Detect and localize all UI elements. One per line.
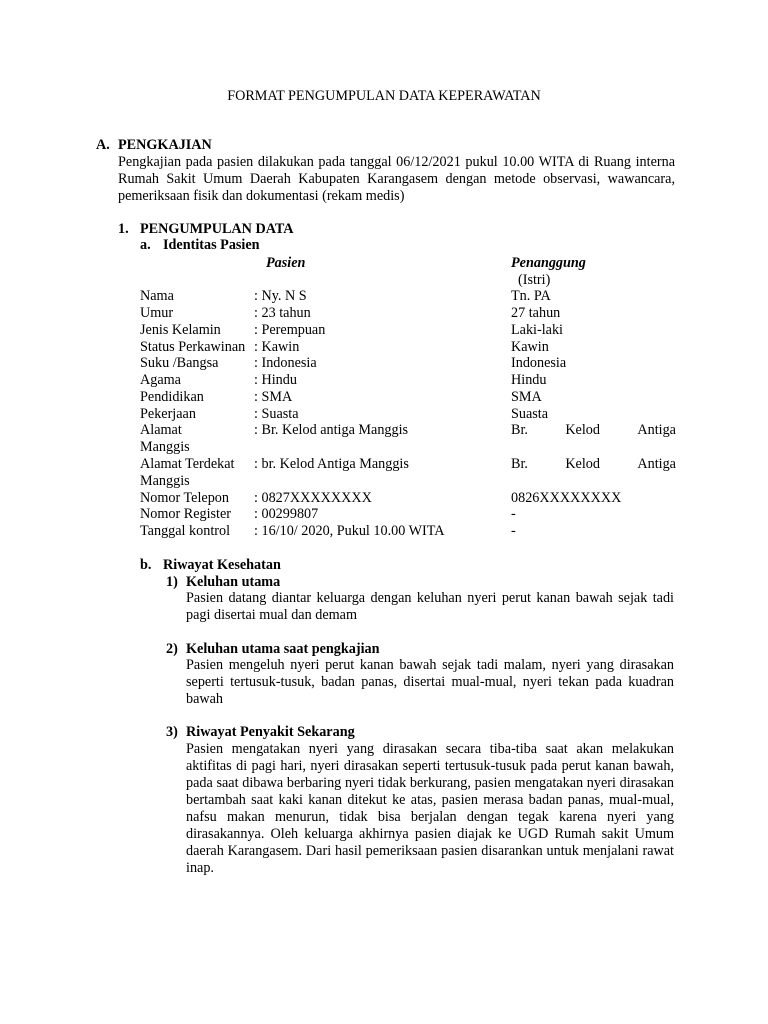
row-label: Umur bbox=[140, 305, 174, 321]
row-label: Alamat bbox=[140, 422, 182, 438]
row-guardian-value bbox=[511, 456, 676, 473]
row-label: Alamat Terdekat bbox=[140, 456, 235, 472]
guardian-word: Br. bbox=[511, 422, 528, 438]
row-guardian-value: Indonesia bbox=[511, 355, 567, 371]
row-guardian-value bbox=[511, 422, 676, 439]
row-patient-value: : br. Kelod Antiga Manggis bbox=[254, 456, 409, 472]
row-guardian-value: SMA bbox=[511, 389, 542, 405]
row-patient-value: : 00299807 bbox=[254, 506, 319, 522]
guardian-relation: (Istri) bbox=[518, 272, 551, 288]
identitas-row-pendidikan bbox=[140, 389, 680, 406]
identitas-row-pekerjaan bbox=[140, 406, 680, 423]
identitas-row-jenis-kelamin bbox=[140, 322, 680, 339]
row-patient-value: : SMA bbox=[254, 389, 293, 405]
identitas-row-agama bbox=[140, 372, 680, 389]
section-1-heading: PENGUMPULAN DATA bbox=[140, 221, 294, 237]
guardian-word: Antiga bbox=[637, 422, 676, 438]
guardian-word: Antiga bbox=[637, 456, 676, 472]
section-a-heading: PENGKAJIAN bbox=[118, 137, 212, 153]
row-patient-value: : Br. Kelod antiga Manggis bbox=[254, 422, 409, 438]
row-label: Jenis Kelamin bbox=[140, 322, 221, 338]
guardian-word: Kelod bbox=[565, 422, 600, 438]
identitas-label: a. bbox=[140, 237, 151, 253]
item-2-number: 2) bbox=[166, 641, 178, 657]
row-patient-value: : 16/10/ 2020, Pukul 10.00 WITA bbox=[254, 523, 445, 539]
row-label: Pendidikan bbox=[140, 389, 204, 405]
section-1-number: 1. bbox=[118, 221, 129, 237]
row-label: Nomor Telepon bbox=[140, 490, 229, 506]
row-label: Pekerjaan bbox=[140, 406, 196, 422]
row-patient-value: : Ny. N S bbox=[254, 288, 307, 304]
row-guardian-value: Kawin bbox=[511, 339, 549, 355]
guardian-word: Br. bbox=[511, 456, 528, 472]
identitas-row-status-perkawinan bbox=[140, 339, 680, 356]
row-guardian-value: - bbox=[511, 506, 516, 522]
identitas-row-umur bbox=[140, 305, 680, 322]
identitas-row-alamat-cont bbox=[140, 439, 680, 456]
item-1-title: Keluhan utama bbox=[186, 574, 281, 590]
row-label: Nama bbox=[140, 288, 174, 304]
row-label-continuation: Manggis bbox=[140, 473, 190, 489]
item-1-number: 1) bbox=[166, 574, 178, 590]
identitas-row-alamat-terdekat bbox=[140, 456, 680, 473]
row-label: Agama bbox=[140, 372, 181, 388]
identitas-row-alamat bbox=[140, 422, 680, 439]
identitas-row-tanggal-kontrol bbox=[140, 523, 680, 540]
row-guardian-value: Suasta bbox=[511, 406, 549, 422]
item-3-number: 3) bbox=[166, 724, 178, 740]
identitas-heading: Identitas Pasien bbox=[163, 237, 260, 253]
item-2-title: Keluhan utama saat pengkajian bbox=[186, 641, 380, 657]
item-1-text: Pasien datang diantar keluarga dengan keluhan nyeri perut kanan bawah sejak tadi pagi disertai mual dan demam bbox=[186, 590, 674, 623]
row-label: Tanggal kontrol bbox=[140, 523, 231, 539]
identitas-row-suku-bangsa bbox=[140, 355, 680, 372]
identitas-row-nama bbox=[140, 288, 680, 305]
identitas-row-nomor-register bbox=[140, 506, 680, 523]
identitas-row-alamat-terdekat-cont bbox=[140, 473, 680, 490]
item-2-text: Pasien mengeluh nyeri perut kanan bawah sejak tadi malam, nyeri yang dirasakan seperti tertusuk-tusuk, badan panas, disertai mual-mual, nyeri tekan pada kuadran bawah bbox=[186, 657, 674, 707]
row-label: Nomor Register bbox=[140, 506, 232, 522]
row-guardian-value: Hindu bbox=[511, 372, 547, 388]
item-3-text: Pasien mengatakan nyeri yang dirasakan secara tiba-tiba saat akan melakukan aktifitas di pagi hari, nyeri dirasakan seperti tertusuk-tusuk pada perut kanan bawah, pada saat dibawa berbaring nyeri tidak berkurang, pasien mengatakan nyeri dirasakan bertambah saat kaki kanan ditekut ke atas, pasien merasa badan panas, mual-mual, nafsu makan menurun, tidak bisa berjalan dengan tegak karena nyeri yang dirasakannya. Oleh keluarga akhirnya pasien diajak ke UGD Rumah sakit Umum daerah Karangasem. Dari hasil pemeriksaan pasien disarankan untuk menjalani rawat inap. bbox=[186, 741, 674, 876]
row-label: Suku /Bangsa bbox=[140, 355, 219, 371]
row-guardian-value: 0826XXXXXXXX bbox=[511, 490, 622, 506]
row-guardian-value: Tn. PA bbox=[511, 288, 551, 304]
section-a-number: A. bbox=[96, 137, 110, 153]
riwayat-heading: Riwayat Kesehatan bbox=[163, 557, 281, 573]
row-label-continuation: Manggis bbox=[140, 439, 190, 455]
row-guardian-value: 27 tahun bbox=[511, 305, 561, 321]
row-label: Status Perkawinan bbox=[140, 339, 246, 355]
section-a-intro: Pengkajian pada pasien dilakukan pada tanggal 06/12/2021 pukul 10.00 WITA di Ruang interna Rumah Sakit Umum Daerah Kabupaten Karangasem dengan metode observasi, wawancara, pemeriksaan fisik dan dokumentasi (rekam medis) bbox=[118, 154, 675, 204]
row-guardian-value: - bbox=[511, 523, 516, 539]
col-guardian-header: Penanggung bbox=[511, 255, 586, 271]
col-patient-header: Pasien bbox=[266, 255, 306, 271]
row-patient-value: : Suasta bbox=[254, 406, 299, 422]
row-patient-value: : 0827XXXXXXXX bbox=[254, 490, 372, 506]
row-patient-value: : Indonesia bbox=[254, 355, 317, 371]
row-patient-value: : Hindu bbox=[254, 372, 297, 388]
riwayat-label: b. bbox=[140, 557, 152, 573]
row-guardian-value: Laki-laki bbox=[511, 322, 563, 338]
row-patient-value: : 23 tahun bbox=[254, 305, 311, 321]
row-patient-value: : Perempuan bbox=[254, 322, 326, 338]
guardian-word: Kelod bbox=[565, 456, 600, 472]
identitas-row-nomor-telepon bbox=[140, 490, 680, 507]
document-title: FORMAT PENGUMPULAN DATA KEPERAWATAN bbox=[227, 88, 541, 104]
row-patient-value: : Kawin bbox=[254, 339, 300, 355]
item-3-title: Riwayat Penyakit Sekarang bbox=[186, 724, 355, 740]
